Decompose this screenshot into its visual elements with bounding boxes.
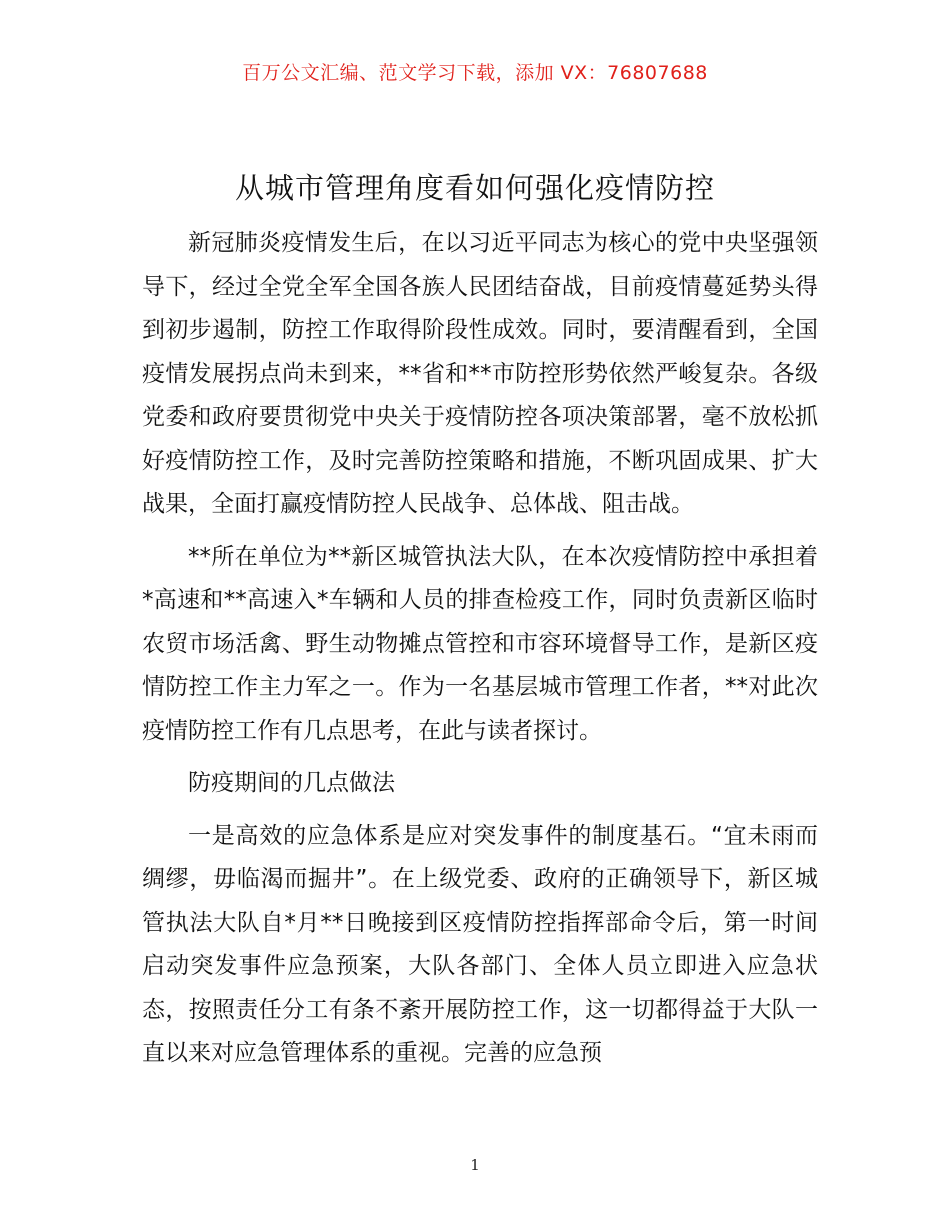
page-number: 1	[470, 1156, 480, 1174]
paragraph-intro: 新冠肺炎疫情发生后，在以习近平同志为核心的党中央坚强领导下，经过全党全军全国各族人民团结奋战，目前疫情蔓延势头得到初步遏制，防控工作取得阶段性成效。同时，要清醒看到，全国疫情发展拐点尚未到来，**省和**市防控形势依然严峻复杂。各级党委和政府要贯彻党中央关于疫情防控各项决策部署，毫不放松抓好疫情防控工作，及时完善防控策略和措施，不断巩固成果、扩大战果，全面打赢疫情防控人民战争、总体战、阻击战。	[142, 230, 818, 517]
document-title: 从城市管理角度看如何强化疫情防控	[234, 171, 715, 205]
document-body	[142, 222, 818, 1085]
paragraph-unit-background: **所在单位为**新区城管执法大队，在本次疫情防控中承担着*高速和**高速入*车辆和人员的排查检疫工作，同时负责新区临时农贸市场活禽、野生动物摊点管控和市容环境督导工作，是新区疫情防控工作主力军之一。作为一名基层城市管理工作者，**对此次疫情防控工作有几点思考，在此与读者探讨。	[142, 543, 818, 744]
section-heading: 防疫期间的几点做法	[188, 770, 395, 796]
paragraph-emergency-system: 一是高效的应急体系是应对突发事件的制度基石。“宜未雨而绸缪，毋临渴而掘井”。在上级党委、政府的正确领导下，新区城管执法大队自*月**日晚接到区疫情防控指挥部命令后，第一时间启动突发事件应急预案，大队各部门、全体人员立即进入应急状态，按照责任分工有条不紊开展防控工作，这一切都得益于大队一直以来对应急管理体系的重视。完善的应急预	[142, 822, 818, 1066]
header-banner: 百万公文汇编、范文学习下载，添加 VX：76807688	[242, 62, 708, 84]
